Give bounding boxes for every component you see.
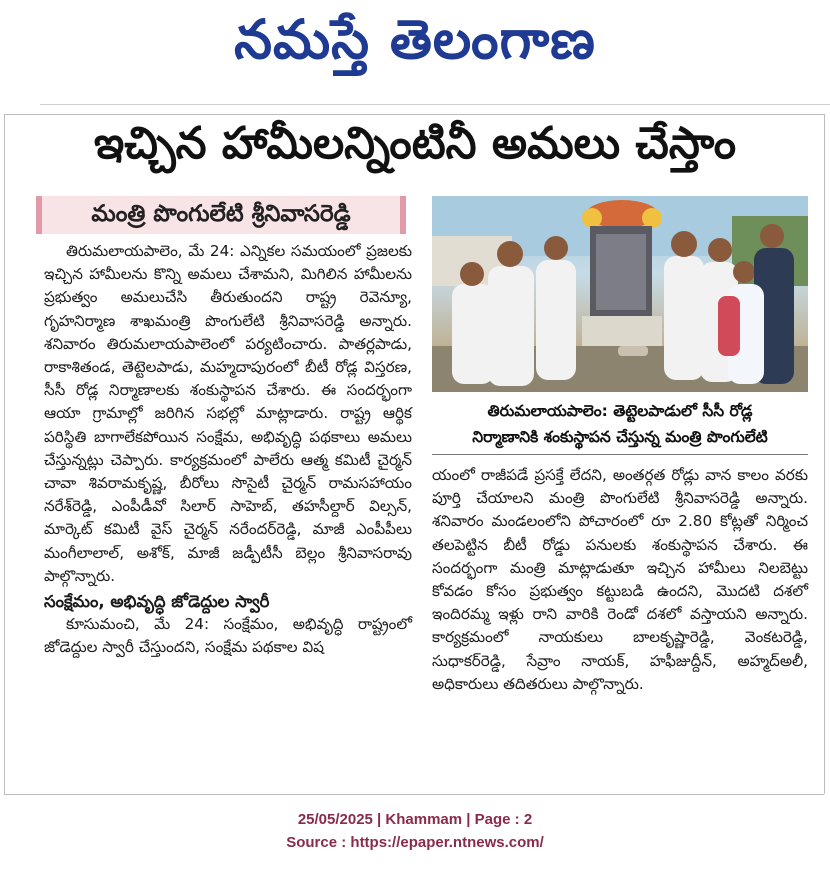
side-headline: సంక్షేమం, అభివృద్ధి జోడెద్దుల స్వారీ: [44, 592, 270, 612]
body-paragraph: తిరుమలాయపాలెం, మే 24: ఎన్నికల సమయంలో ప్రజలకు ఇచ్చిన హామీలను కొన్ని అమలు చేశామని, మిగిలిన హామీలను ప్రభుత్వం అమలుచేసి తీరుతుందని రాష్ట్ర రెవెన్యూ, గృహనిర్మాణ శాఖమంత్రి పొంగులేటి శ్రీనివాసరెడ్డి అన్నారు. శనివారం తిరుమలాయపాలెంలో పర్యటించారు. పాతర్లపాడు, రాకాశితండ, తెట్టెలపాడు, మహ్మదాపురంలో బీటీ రోడ్ల విస్తరణ, సీసీ రోడ్ల నిర్మాణాలకు శంకుస్థాపన చేశారు. ఈ సందర్భంగా ఆయా గ్రామాల్లో జరిగిన సభల్లో మాట్లాడారు. రాష్ట్ర ఆర్థిక పరిస్థితి బాగాలేకపోయిన సంక్షేమ, అభివృద్ధి పథకాలు అమలు చేస్తున్నట్లు చెప్పారు. కార్యక్రమంలో పాలేరు ఆత్మ కమిటీ చైర్మన్ చావా శివరామకృష్ణ, బీరోలు సొసైటీ చైర్మన్ రామసహాయం నరేశ్‌రెడ్డి, ఎంపీడీవో సిలార్ సాహెబ్, తహసీల్దార్ విల్సన్, మార్కెట్ కమిటీ వైస్ చైర్మన్ నరేందర్‌రెడ్డి, మాజీ ఎంపీపీలు మంగీలాలాల్, అశోక్, మాజీ జడ్పీటీసీ బెల్లం శ్రీనివాసరావు పాల్గొన్నారు.: [44, 242, 412, 585]
caption-divider: [432, 454, 808, 455]
body-paragraph-right: యంలో రాజీపడే ప్రసక్తే లేదని, అంతర్గత రోడ్లు వాన కాలం వరకు పూర్తి చేయాలని మంత్రి పొంగులేటి శ్రీనివాసరెడ్డి అన్నారు. శనివారం మండలంలోని పోచారంలో రూ 2.80 కోట్లతో నిర్మించ తలపెట్టిన బీటీ రోడ్డు పనులకు శంకుస్థాపన చేశారు. ఈ సందర్భంగా మంత్రి మాట్లాడుతూ ఇచ్చిన హామీలు నిలబెట్టు కోవడం కోసం ప్రభుత్వం కట్టుబడి ఉందని, మొదటి దశలో ఇందిరమ్మ ఇళ్లు రాని వారికి రెండో దశలో వస్తాయని అన్నారు. కార్యక్రమంలో నాయకులు బాలకృష్ణారెడ్డి, వెంకటరెడ్డి, సుధాకర్‌రెడ్డి, సేవ్రాం నాయక్, హఫీజుద్దీన్, అహ్మద్‌అలీ, అధికారులు తదితరులు పాల్గొన్నారు.: [432, 466, 808, 693]
footer-date-edition: 25/05/2025 | Khammam | Page : 2: [297, 811, 533, 828]
article-subheadline: మంత్రి పొంగులేటి శ్రీనివాసరెడ్డి: [91, 201, 351, 227]
clipping-left-border: [4, 114, 5, 794]
photo-illustration: [432, 196, 808, 392]
masthead: [0, 0, 830, 104]
right-column: [432, 464, 808, 696]
newspaper-logo: నమస్తే తెలంగాణ: [234, 8, 596, 71]
masthead-divider: [40, 104, 830, 105]
photo-caption: [432, 398, 808, 450]
photo-caption-line-1: తిరుమలాయపాలెం: తెట్టెలపాడులో సీసీ రోడ్ల: [487, 402, 753, 420]
footer: [0, 808, 830, 854]
left-column: [44, 240, 412, 660]
clipping-top-border: [4, 114, 824, 115]
news-photo: [432, 196, 808, 392]
clipping-right-border: [824, 114, 825, 794]
article-headline: ఇచ్చిన హామీలన్నింటినీ అమలు చేస్తాం: [93, 118, 737, 169]
photo-caption-line-2: నిర్మాణానికి శంకుస్థాపన చేస్తున్న మంత్రి పొంగులేటి: [472, 428, 768, 446]
body-paragraph-continued: కూసుమంచి, మే 24: సంక్షేమం, అభివృద్ధి రాష్ట్రంలో జోడెద్దుల స్వారీ చేస్తుందని, సంక్షేమ పథకాల విష: [44, 615, 412, 657]
clipping-bottom-border: [4, 794, 824, 795]
footer-source: Source : https://epaper.ntnews.com/: [286, 834, 544, 851]
